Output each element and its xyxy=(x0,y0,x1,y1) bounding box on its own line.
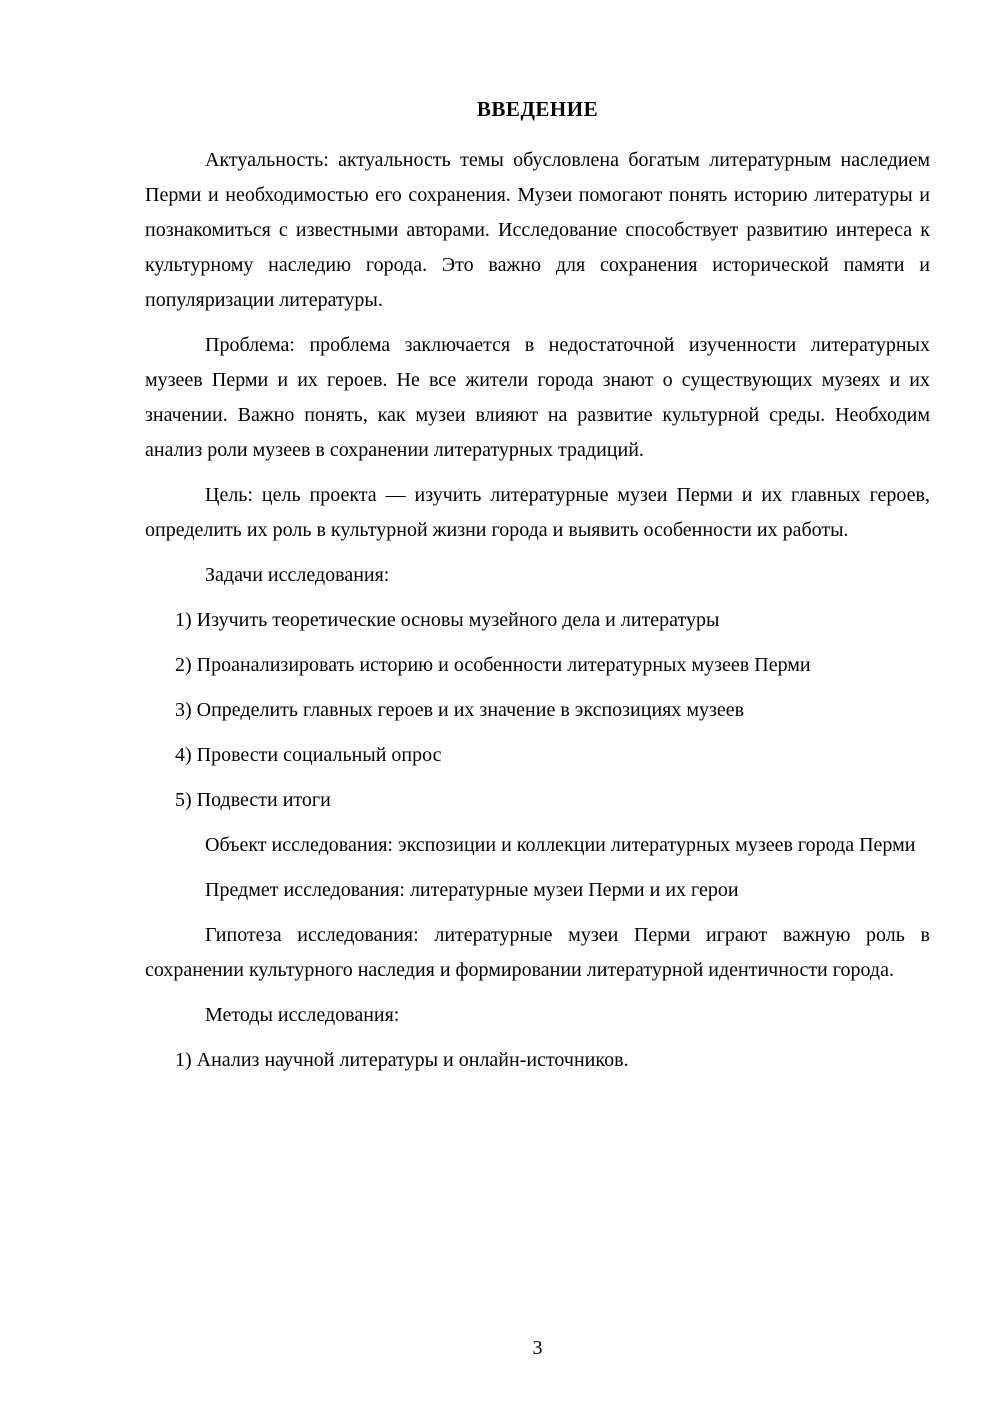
task-item-3: 3) Определить главных героев и их значение в экспозициях музеев xyxy=(175,699,745,721)
page-title: ВВЕДЕНИЕ xyxy=(476,97,599,121)
page-number: 3 xyxy=(532,1337,543,1359)
task-item-2: 2) Проанализировать историю и особенности литературных музеев Перми xyxy=(175,654,811,676)
paragraph-problem: Проблема: проблема заключается в недостаточной изученности литературных музеев Перми и их героев. Не все жители города знают о существующих музеях и их значении. Важно понять, как музеи влияют на развитие культурной среды. Необходим анализ роли музеев в сохранении литературных традиций. xyxy=(145,334,930,461)
task-item-4: 4) Провести социальный опрос xyxy=(175,744,442,766)
task-item-5: 5) Подвести итоги xyxy=(175,789,331,811)
paragraph-actuality: Актуальность: актуальность темы обусловлена богатым литературным наследием Перми и необходимостью его сохранения. Музеи помогают понять историю литературы и познакомиться с известными авторами. Исследование способствует развитию интереса к культурному наследию города. Это важно для сохранения исторической памяти и популяризации литературы. xyxy=(145,149,930,311)
paragraph-subject: Предмет исследования: литературные музеи Перми и их герои xyxy=(205,879,739,901)
methods-heading: Методы исследования: xyxy=(205,1004,400,1026)
task-item-1: 1) Изучить теоретические основы музейного дела и литературы xyxy=(175,609,720,631)
method-item-1: 1) Анализ научной литературы и онлайн-источников. xyxy=(175,1049,629,1071)
paragraph-hypothesis: Гипотеза исследования: литературные музеи Перми играют важную роль в сохранении культурного наследия и формировании литературной идентичности города. xyxy=(145,924,930,981)
tasks-heading: Задачи исследования: xyxy=(205,564,390,586)
paragraph-goal: Цель: цель проекта — изучить литературные музеи Перми и их главных героев, определить их роль в культурной жизни города и выявить особенности их работы. xyxy=(145,484,930,541)
paragraph-object: Объект исследования: экспозиции и коллекции литературных музеев города Перми xyxy=(205,834,916,856)
